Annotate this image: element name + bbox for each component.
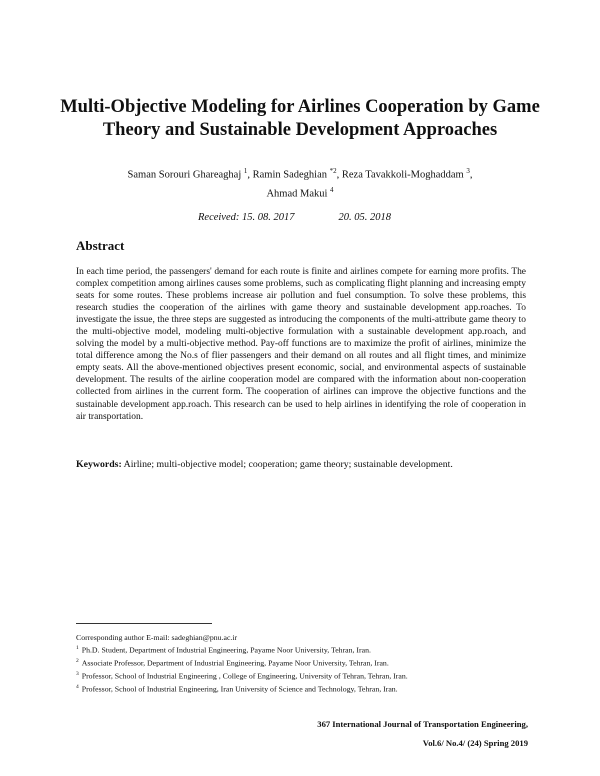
author-name: Ramin Sadeghian: [252, 169, 327, 181]
footnote-item: [76, 643, 536, 656]
footnote-divider: [76, 623, 212, 624]
author-name: Reza Tavakkoli-Moghaddam: [341, 169, 464, 181]
submission-dates: [198, 212, 435, 223]
received-date: Received: 15. 08. 2017: [198, 212, 295, 223]
accepted-date: 20. 05. 2018: [338, 212, 392, 223]
footnote-item: [76, 682, 536, 695]
journal-volume: Vol.6/ No.4/ (24) Spring 2019: [422, 738, 528, 748]
footnote-mark: 1: [76, 645, 79, 652]
footnote-mark: 2: [76, 658, 79, 664]
author-affiliation-mark: 4: [330, 185, 334, 194]
journal-name: 367 International Journal of Transportation Engineering,: [317, 719, 528, 729]
footnote-text: Associate Professor, Department of Industrial Engineering, Payame Noor University, Tehran, Iran.: [81, 658, 389, 668]
paper-title: [60, 96, 540, 142]
corresponding-author-email: Corresponding author E-mail: sadeghian@pnu.ac.ir: [76, 633, 238, 642]
author-list: Saman Sorouri Ghareaghaj $^1$, Ramin Sadeghian $^{*2}$, Reza Tavakkoli-Moghaddam $^3$, Ahmad Makui $^4$: [127, 167, 473, 199]
footnote-text: Ph.D. Student, Department of Industrial Engineering, Payame Noor University, Tehran, Iran.: [81, 645, 371, 655]
author-affiliation-mark: 1: [243, 167, 248, 175]
keywords-text: Airline; multi-objective model; cooperation; game theory; sustainable development.: [123, 459, 453, 470]
footnote-text: Professor, School of Industrial Engineering , College of Engineering, University of Tehran, Tehran, Iran.: [81, 671, 408, 681]
journal-footer: [317, 715, 528, 753]
footnote-item: [76, 669, 536, 682]
footnote-mark: 4: [76, 683, 79, 690]
footnote-mark: 3: [76, 670, 79, 677]
keywords: [76, 458, 526, 471]
footnotes: [76, 632, 536, 694]
footnote-item: [76, 656, 536, 669]
author-name: Ahmad Makui: [266, 188, 328, 199]
footnote-text: Professor, School of Industrial Engineering, Iran University of Science and Technology, Tehran, Iran.: [81, 684, 398, 694]
title-line-1: Multi-Objective Modeling for Airlines Cooperation by Game: [60, 97, 540, 117]
keywords-label: Keywords:: [76, 459, 122, 470]
author-affiliation-mark: 3: [466, 167, 470, 175]
abstract-heading: Abstract: [76, 238, 125, 253]
author-affiliation-mark: *2: [329, 167, 337, 175]
author-name: Saman Sorouri Ghareaghaj: [127, 169, 242, 181]
title-line-2: Theory and Sustainable Development Approaches: [102, 120, 498, 140]
abstract-text: In each time period, the passengers' demand for each route is finite and airlines compete for earning more profits. The complex competition among airlines causes some problems, such as complicating flight planning and increasing empty seats for some routes. These problems increase air pollution and fuel consumption. To solve these problems, this research studies the cooperation of the airlines with game theory and sustainable development app.roaches. To investigate the issue, the three steps are suggested as introducing the components of the multi-attribute game theory to the multi-objective model, modeling multi-objective formulation with a sustainable development app.roach, and solving the model by a multi-objective method. Pay-off functions are to maximize the profit of airlines, minimize the total difference among the No.s of flier passengers and their demand on all routes and all flight times, and minimize empty seats. All the above-mentioned objectives present economic, social, and environmental aspects of sustainable development. The results of the airline cooperation model are compared with the information about non-cooperation collected from airlines in the current form. The cooperation of airlines can improve the objective functions and the sustainable development app.roach. This research can be used to help airlines in identifying the role of cooperation in air transportation.: [76, 267, 527, 422]
